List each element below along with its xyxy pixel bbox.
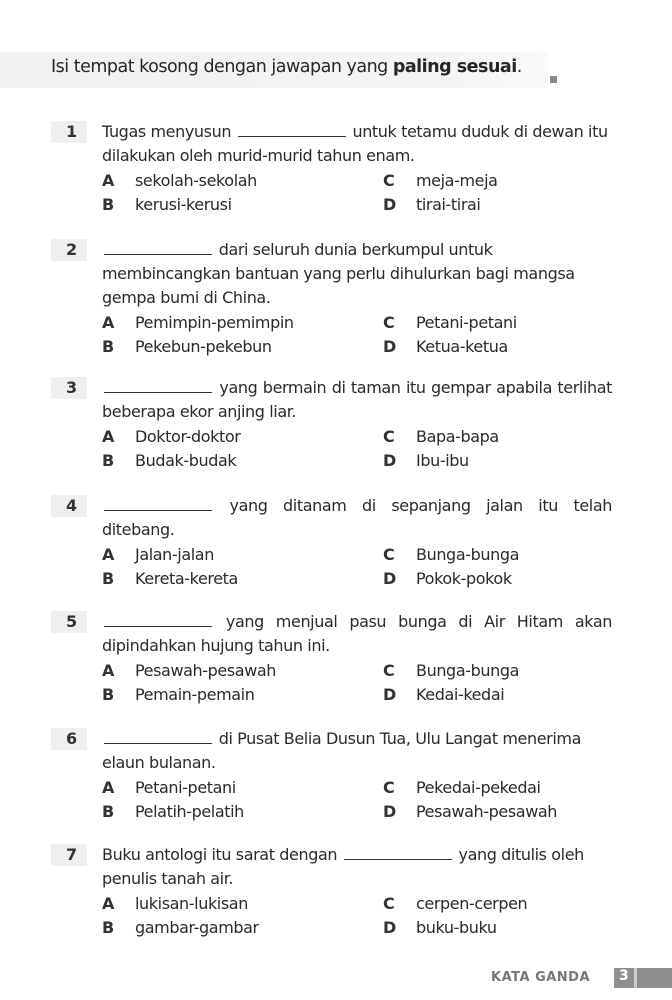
stem-after: di Pusat Belia Dusun Tua, Ulu Langat menerima elaun bulanan. [102, 729, 582, 772]
option-d[interactable] [383, 195, 480, 214]
stem-after: yang ditanam di sepanjang jalan itu telah ditebang. [102, 496, 612, 539]
stem-before: Tugas menyusun [102, 122, 232, 141]
option-text: buku-buku [416, 918, 497, 937]
option-letter: A [102, 545, 114, 564]
stem-after: yang menjual pasu bunga di Air Hitam akan dipindahkan hujung tahun ini. [102, 612, 612, 655]
question-stem [102, 610, 612, 658]
option-letter: B [102, 918, 114, 937]
option-a[interactable] [102, 778, 236, 797]
option-text: cerpen-cerpen [416, 894, 528, 913]
option-text: Kereta-kereta [135, 569, 238, 588]
answer-blank[interactable] [104, 240, 212, 255]
option-text: Kedai-kedai [416, 685, 505, 704]
option-b[interactable] [102, 685, 254, 704]
option-d[interactable] [383, 451, 469, 470]
answer-blank[interactable] [344, 845, 452, 860]
question-number: 3 [66, 378, 78, 397]
option-text: Ibu-ibu [416, 451, 469, 470]
answer-blank[interactable] [238, 122, 346, 137]
option-letter: C [383, 661, 395, 680]
option-text: Pemimpin-pemimpin [135, 313, 294, 332]
instruction [51, 57, 522, 77]
question-stem [102, 843, 612, 891]
stem-after: untuk tetamu duduk di dewan itu dilakukan oleh murid-murid tahun enam. [102, 122, 608, 165]
option-b[interactable] [102, 569, 238, 588]
option-letter: D [383, 685, 396, 704]
option-text: Bunga-bunga [416, 545, 519, 564]
option-c[interactable] [383, 778, 541, 797]
option-text: Ketua-ketua [416, 337, 508, 356]
option-text: Pekedai-pekedai [416, 778, 541, 797]
option-b[interactable] [102, 802, 244, 821]
option-text: Petani-petani [416, 313, 517, 332]
answer-blank[interactable] [104, 496, 212, 511]
option-a[interactable] [102, 661, 276, 680]
option-d[interactable] [383, 918, 497, 937]
instruction-marker-icon [550, 76, 557, 83]
option-text: sekolah-sekolah [135, 171, 257, 190]
option-text: Pekebun-pekebun [135, 337, 272, 356]
option-letter: C [383, 171, 395, 190]
option-text: Pemain-pemain [135, 685, 255, 704]
question-stem [102, 120, 612, 168]
option-letter: D [383, 569, 396, 588]
question-stem [102, 376, 612, 424]
option-a[interactable] [102, 171, 257, 190]
option-letter: A [102, 171, 114, 190]
answer-blank[interactable] [104, 612, 212, 627]
option-letter: A [102, 778, 114, 797]
option-letter: B [102, 337, 114, 356]
instruction-bold: paling sesuai [392, 57, 517, 77]
page-number-divider [634, 968, 637, 988]
question-number: 6 [66, 729, 78, 748]
question-number: 1 [66, 122, 78, 141]
option-c[interactable] [383, 171, 498, 190]
option-letter: B [102, 195, 114, 214]
option-text: Doktor-doktor [135, 427, 241, 446]
stem-after: yang ditulis oleh penulis tanah air. [102, 845, 584, 888]
option-c[interactable] [383, 894, 527, 913]
option-letter: D [383, 802, 396, 821]
question-number: 5 [66, 612, 78, 631]
option-b[interactable] [102, 195, 232, 214]
option-letter: D [383, 918, 396, 937]
option-text: Bapa-bapa [416, 427, 499, 446]
question-number: 7 [66, 845, 78, 864]
option-b[interactable] [102, 918, 259, 937]
option-d[interactable] [383, 569, 512, 588]
option-c[interactable] [383, 661, 519, 680]
option-c[interactable] [383, 427, 499, 446]
instruction-text: Isi tempat kosong dengan jawapan yang [51, 57, 393, 77]
option-text: kerusi-kerusi [135, 195, 232, 214]
question-stem [102, 238, 612, 310]
option-a[interactable] [102, 545, 214, 564]
option-text: lukisan-lukisan [135, 894, 248, 913]
option-text: tirai-tirai [416, 195, 481, 214]
stem-after: yang bermain di taman itu gempar apabila terlihat beberapa ekor anjing liar. [102, 378, 612, 421]
option-letter: B [102, 685, 114, 704]
option-letter: A [102, 313, 114, 332]
option-d[interactable] [383, 685, 504, 704]
option-text: Pesawah-pesawah [135, 661, 277, 680]
option-text: meja-meja [416, 171, 498, 190]
stem-before: Buku antologi itu sarat dengan [102, 845, 338, 864]
page-number: 3 [619, 968, 629, 984]
option-letter: B [102, 802, 114, 821]
option-letter: C [383, 313, 395, 332]
option-a[interactable] [102, 313, 294, 332]
option-letter: C [383, 545, 395, 564]
option-letter: D [383, 451, 396, 470]
option-c[interactable] [383, 545, 519, 564]
option-letter: C [383, 427, 395, 446]
option-letter: A [102, 894, 114, 913]
option-letter: D [383, 337, 396, 356]
option-d[interactable] [383, 802, 557, 821]
option-a[interactable] [102, 894, 248, 913]
option-letter: C [383, 778, 395, 797]
option-letter: B [102, 451, 114, 470]
option-b[interactable] [102, 451, 236, 470]
option-c[interactable] [383, 313, 517, 332]
option-letter: A [102, 661, 114, 680]
question-stem [102, 727, 612, 775]
option-text: Pelatih-pelatih [135, 802, 244, 821]
option-text: gambar-gambar [135, 918, 259, 937]
option-letter: C [383, 894, 395, 913]
option-text: Pokok-pokok [416, 569, 512, 588]
option-text: Jalan-jalan [135, 545, 214, 564]
option-text: Bunga-bunga [416, 661, 519, 680]
option-b[interactable] [102, 337, 272, 356]
question-number: 4 [66, 496, 78, 515]
footer-chapter: KATA GANDA [491, 970, 591, 985]
answer-blank[interactable] [104, 378, 212, 393]
question-stem [102, 494, 612, 542]
option-d[interactable] [383, 337, 508, 356]
answer-blank[interactable] [104, 729, 212, 744]
option-letter: B [102, 569, 114, 588]
question-number: 2 [66, 240, 78, 259]
option-text: Budak-budak [135, 451, 237, 470]
option-letter: D [383, 195, 396, 214]
instruction-end: . [516, 57, 522, 77]
option-letter: A [102, 427, 114, 446]
option-text: Pesawah-pesawah [416, 802, 558, 821]
stem-after: dari seluruh dunia berkumpul untuk membincangkan bantuan yang perlu dihulurkan bagi mangsa gempa bumi di China. [102, 240, 575, 307]
option-a[interactable] [102, 427, 240, 446]
option-text: Petani-petani [135, 778, 236, 797]
